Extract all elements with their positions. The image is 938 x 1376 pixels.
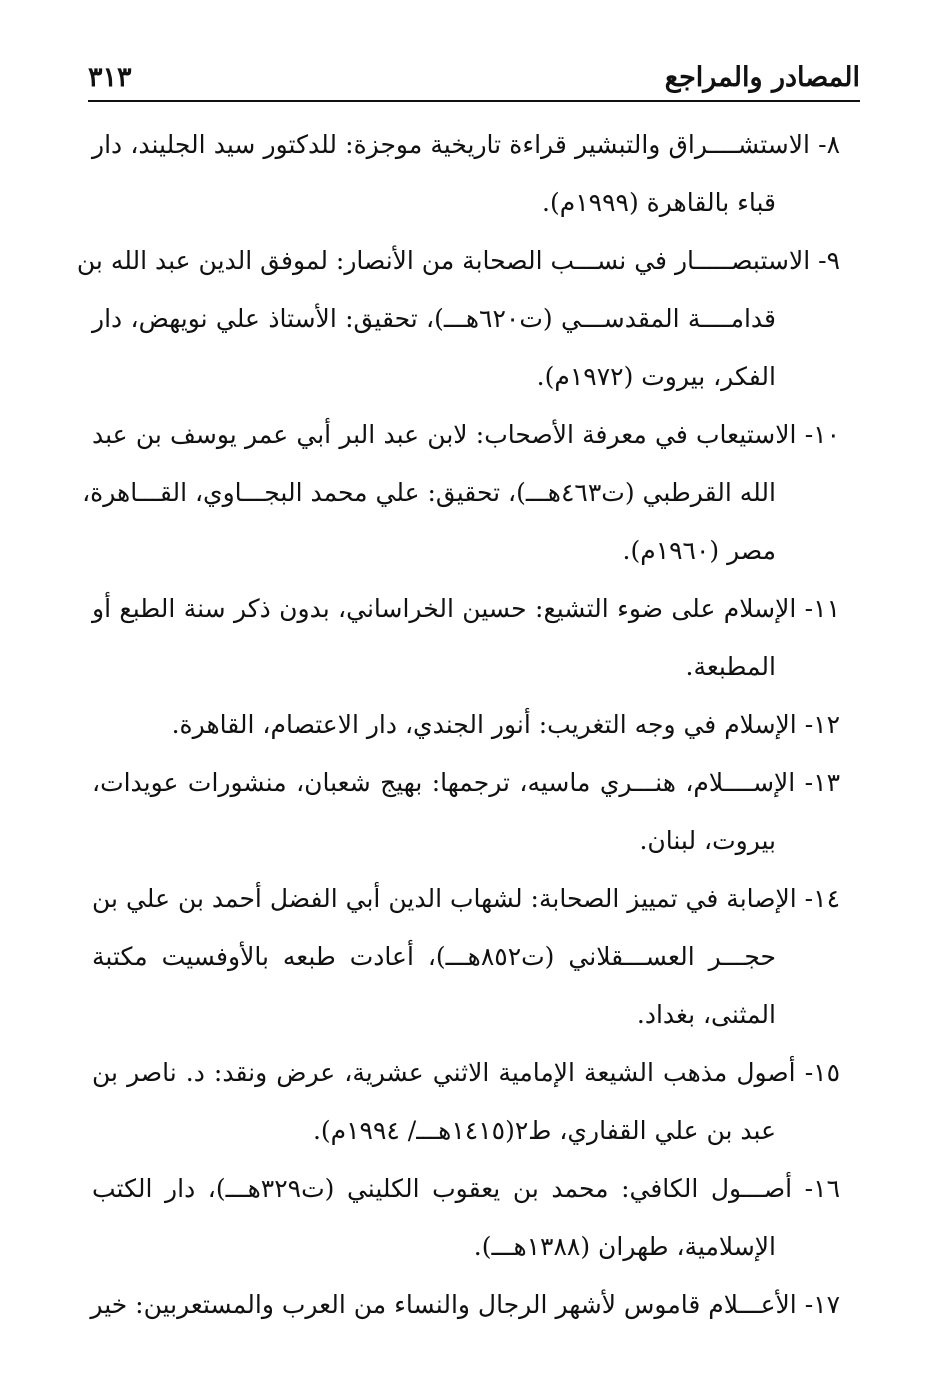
reference-entry-15 [92,1044,840,1160]
reference-entry-10 [82,406,840,580]
page-header [88,58,860,98]
reference-line: الإسلامية، طهران (١٣٨٨هـــ). [473,1232,776,1261]
reference-line: المطبعة. [685,652,776,681]
reference-line: الله القرطبي (ت٤٦٣هـــ)، تحقيق: علي محمد البجـــاوي، القـــاهرة، [82,478,776,507]
reference-entry-9 [76,232,840,406]
reference-entry-17 [92,1276,840,1334]
references-list [76,116,840,1334]
reference-line: حجـــر العســـقلاني (ت٨٥٢هـــ)، أعادت طبعه بالأوفسيت مكتبة [92,942,776,971]
reference-line: ١٠- الاستيعاب في معرفة الأصحاب: لابن عبد البر أبي عمر يوسف بن عبد [92,420,840,449]
reference-entry-16 [92,1160,840,1276]
reference-line: ١٦- أصـــول الكافي: محمد بن يعقوب الكليني (ت٣٢٩هـــ)، دار الكتب [92,1174,840,1203]
reference-line: ٨- الاستشــــراق والتبشير قراءة تاريخية موجزة: للدكتور سيد الجليند، دار [92,130,840,159]
reference-line: ٩- الاستبصـــــار في نســـب الصحابة من الأنصار: لموفق الدين عبد الله بن [76,246,840,275]
reference-line: ١١- الإسلام على ضوء التشيع: حسين الخراساني، بدون ذكر سنة الطبع أو [92,594,840,623]
reference-line: ١٤- الإصابة في تمييز الصحابة: لشهاب الدين أبي الفضل أحمد بن علي بن [92,884,840,913]
header-divider [88,100,860,102]
reference-entry-14 [92,870,840,1044]
reference-line: عبد بن علي القفاري، ط٢(١٤١٥هـــ/ ١٩٩٤م). [312,1116,776,1145]
reference-entry-12 [92,696,840,754]
reference-entry-13 [92,754,840,870]
reference-line: مصر (١٩٦٠م). [622,536,776,565]
running-title: المصادر والمراجع [664,62,860,93]
reference-line: قدامــــة المقدســـي (ت٦٢٠هـــ)، تحقيق: الأستاذ علي نويهض، دار [92,304,776,333]
reference-line: ١٧- الأعـــلام قاموس لأشهر الرجال والنساء من العرب والمستعربين: خير [90,1290,840,1319]
reference-line: قباء بالقاهرة (١٩٩٩م). [542,188,776,217]
reference-entry-8 [92,116,840,232]
reference-entry-11 [92,580,840,696]
reference-line: المثنى، بغداد. [636,1000,776,1029]
reference-line: ١٥- أصول مذهب الشيعة الإمامية الاثني عشرية، عرض ونقد: د. ناصر بن [92,1058,840,1087]
reference-line: ١٣- الإســــلام، هنـــري ماسيه، ترجمها: بهيج شعبان، منشورات عويدات، [92,768,840,797]
reference-line: بيروت، لبنان. [639,826,776,855]
page-number: ٣١٣ [88,62,132,93]
reference-line: الفكر، بيروت (١٩٧٢م). [536,362,776,391]
reference-line: ١٢- الإسلام في وجه التغريب: أنور الجندي، دار الاعتصام، القاهرة. [171,710,840,739]
